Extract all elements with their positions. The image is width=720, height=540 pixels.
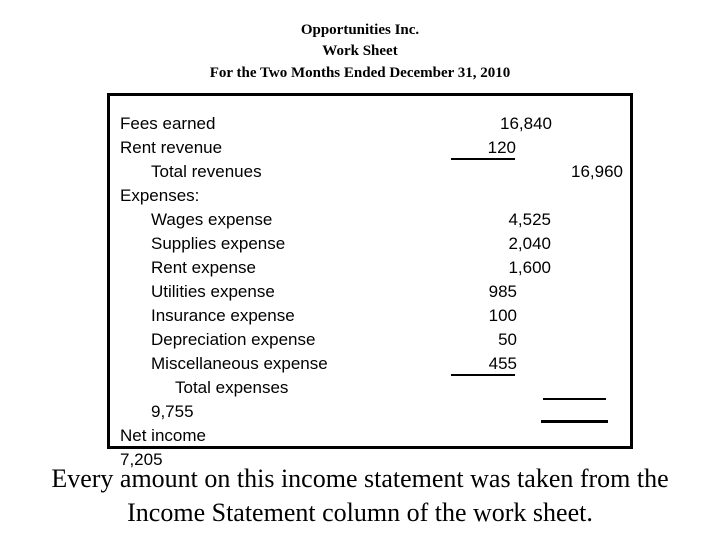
expense-label: Rent expense (151, 258, 256, 277)
expense-label: Miscellaneous expense (151, 354, 328, 373)
rent-revenue-underline (451, 158, 515, 160)
net-income-label: Net income (120, 426, 206, 445)
total-expenses-amount: 9,755 (151, 402, 194, 421)
expenses-underline (451, 374, 515, 376)
expense-label: Insurance expense (151, 306, 295, 325)
statement-period: For the Two Months Ended December 31, 2010 (209, 65, 511, 81)
expense-label: Utilities expense (151, 282, 275, 301)
caption-line-1: Every amount on this income statement was taken from the (51, 464, 669, 493)
expense-label: Supplies expense (151, 234, 286, 253)
total-expenses-rule (543, 398, 606, 400)
expense-amount: 2,040 (508, 234, 551, 253)
net-income-amount: 7,205 (120, 450, 163, 469)
expense-label: Wages expense (151, 210, 273, 229)
net-income-double-rule (541, 420, 608, 423)
expense-amount: 455 (488, 354, 517, 373)
caption-line-2: Income Statement column of the work sheet. (127, 498, 593, 527)
expense-amount: 50 (498, 330, 517, 349)
expense-amount: 985 (488, 282, 517, 301)
expense-amount: 4,525 (508, 210, 551, 229)
expense-amount: 100 (488, 306, 517, 325)
company-name: Opportunities Inc. (300, 22, 420, 38)
statement-title: Work Sheet (322, 43, 398, 59)
fees-earned-label: Fees earned (120, 114, 216, 133)
total-revenues-amount: 16,960 (571, 162, 623, 181)
rent-revenue-label: Rent revenue (120, 138, 223, 157)
expense-amount: 1,600 (508, 258, 551, 277)
expenses-heading: Expenses: (120, 186, 200, 205)
fees-earned-amount: 16,840 (500, 114, 552, 133)
rent-revenue-amount: 120 (487, 138, 516, 157)
total-revenues-label: Total revenues (151, 162, 262, 181)
expense-label: Depreciation expense (151, 330, 316, 349)
total-expenses-label: Total expenses (175, 378, 289, 397)
